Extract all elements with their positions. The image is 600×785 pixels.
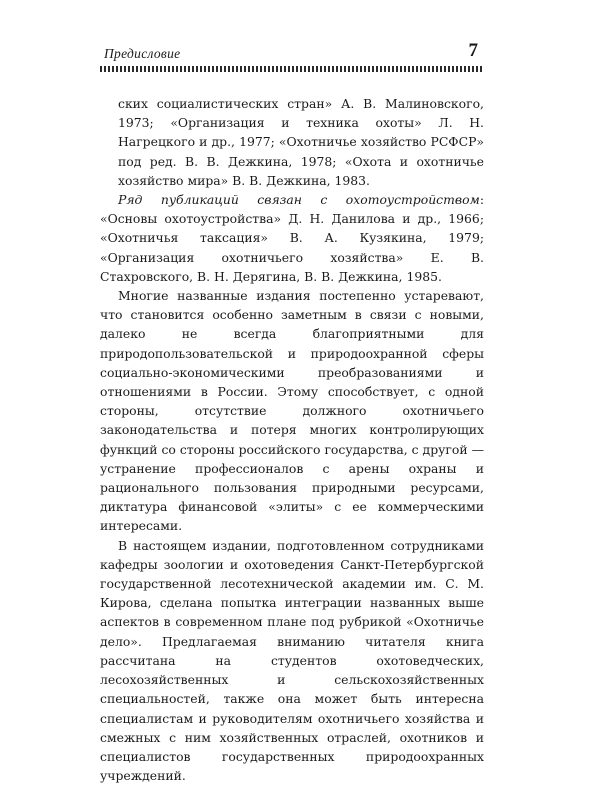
paragraph-continuation (100, 94, 484, 190)
paragraph-text: : «Основы охотоустройства» Д. Н. Данилова и др., 1966; «Охотничья таксация» В. А. Кузякина, 1979; «Организация охотничьего хозяйства» Е. В. Стахровского, В. Н. Дерягина, В. В. Дежкина, 1985. (100, 192, 484, 284)
paragraph-hunting-management (100, 190, 484, 286)
chapter-title: Предисловие (104, 46, 181, 61)
running-header (100, 40, 484, 66)
page-number: 7 (468, 40, 478, 61)
paragraph-text: ских социалистических стран» А. В. Малиновского, 1973; «Организация и техника охоты» Л. Н. Нагрецкого и др., 1977; «Охотничье хозяйство РСФСР» под ред. В. В. Дежкина, 1978; «Охота и охотничье хозяйство мира» В. В. Дежкина, 1983. (118, 96, 484, 188)
body-text (100, 94, 484, 785)
header-rule (100, 66, 484, 72)
paragraph-lead: Ряд публикаций связан с охотоустройством (118, 192, 480, 208)
paragraph-text: В настоящем издании, подготовленном сотрудниками кафедры зоологии и охотоведения Санкт-Петербургской государственной лесотехнической академии им. С. М. Кирова, сделана попытка интеграции названных выше аспектов в современном плане под рубрикой «Охотничье дело». Предлагаемая вниманию читателя книга рассчитана на студентов охотоведческих, лесохозяйственных и сельскохозяйственных специальностей, также она может быть интересна специалистам и руководителям охотничьего хозяйства и смежных с ним хозяйственных отраслей, охотников и специалистов государственных природоохранных учреждений. (100, 537, 484, 784)
paragraph-present-edition (100, 536, 484, 785)
paragraph-outdated-editions (100, 286, 484, 536)
paragraph-text: Многие названные издания постепенно устаревают, что становится особенно заметным в связи с новыми, далеко не всегда благоприятными для природопользовательской и природоохранной сферы социально-экономическими преобразованиями и отношениями в России. Этому способствует, с одной стороны, отсутствие должного охотничьего законодательства и потеря многих контролирующих функций со стороны российского государства, с другой — устранение профессионалов с арены охраны и рационального пользования природными ресурсами, диктатура финансовой «элиты» с ее коммерческими интересами. (100, 288, 484, 534)
